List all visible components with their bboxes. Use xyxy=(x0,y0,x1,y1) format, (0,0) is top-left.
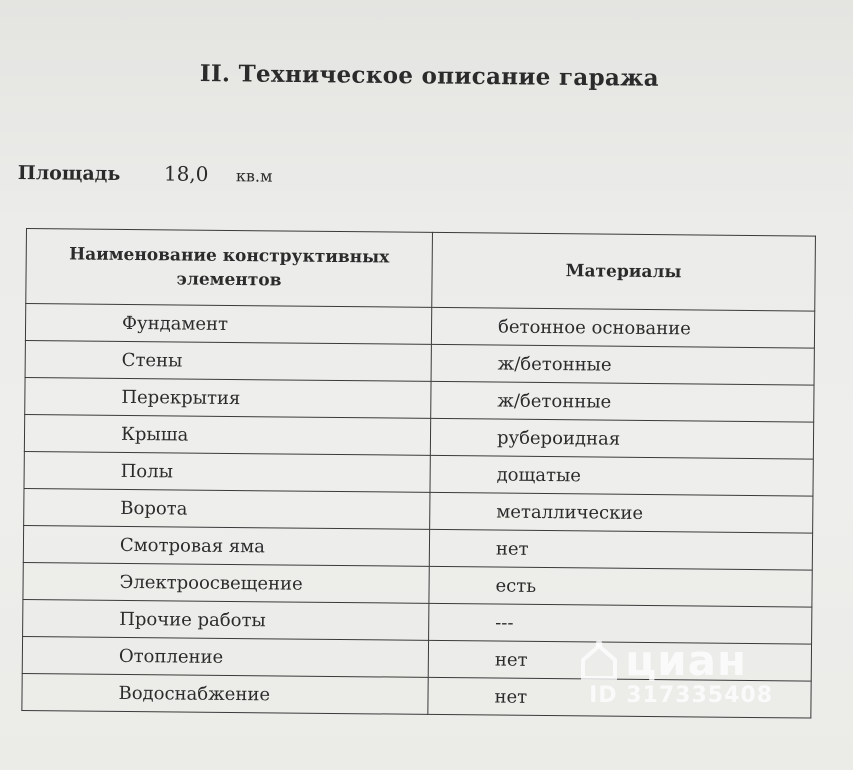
row-element: Прочие работы xyxy=(23,599,429,640)
document-title: II. Техническое описание гаража xyxy=(199,60,660,92)
row-element: Полы xyxy=(24,451,430,492)
row-material: нет xyxy=(428,677,811,718)
row-element: Отопление xyxy=(22,636,428,677)
row-element: Смотровая яма xyxy=(23,525,429,566)
area-label: Площадь xyxy=(17,161,121,186)
header-materials: Материалы xyxy=(432,232,816,311)
area-row xyxy=(18,160,273,187)
row-material: есть xyxy=(429,566,812,607)
area-value: 18,0 xyxy=(163,161,209,186)
row-element: Стены xyxy=(25,340,431,381)
row-material: металлические xyxy=(430,492,813,533)
cian-watermark xyxy=(579,636,773,708)
row-element: Водоснабжение xyxy=(22,673,428,714)
row-material: ж/бетонные xyxy=(431,344,814,385)
row-element: Перекрытия xyxy=(25,377,431,418)
row-element: Ворота xyxy=(24,488,430,529)
row-element: Фундамент xyxy=(25,304,431,345)
row-material: бетонное основание xyxy=(431,307,814,348)
row-element: Крыша xyxy=(24,414,430,455)
row-material: дощатые xyxy=(430,455,813,496)
table-header-row xyxy=(26,229,816,312)
area-unit: кв.м xyxy=(235,166,273,186)
row-material: --- xyxy=(429,603,812,644)
watermark-id: ID 317335408 xyxy=(589,683,773,708)
watermark-logo xyxy=(579,636,773,685)
row-element: Электроосвещение xyxy=(23,562,429,603)
house-pin-icon xyxy=(579,640,619,682)
header-elements: Наименование конструктивных элементов xyxy=(26,229,433,308)
row-material: ж/бетонные xyxy=(431,381,814,422)
row-material: нет xyxy=(428,640,811,681)
watermark-brand: циан xyxy=(625,636,748,685)
row-material: рубероидная xyxy=(430,418,813,459)
row-material: нет xyxy=(429,529,812,570)
